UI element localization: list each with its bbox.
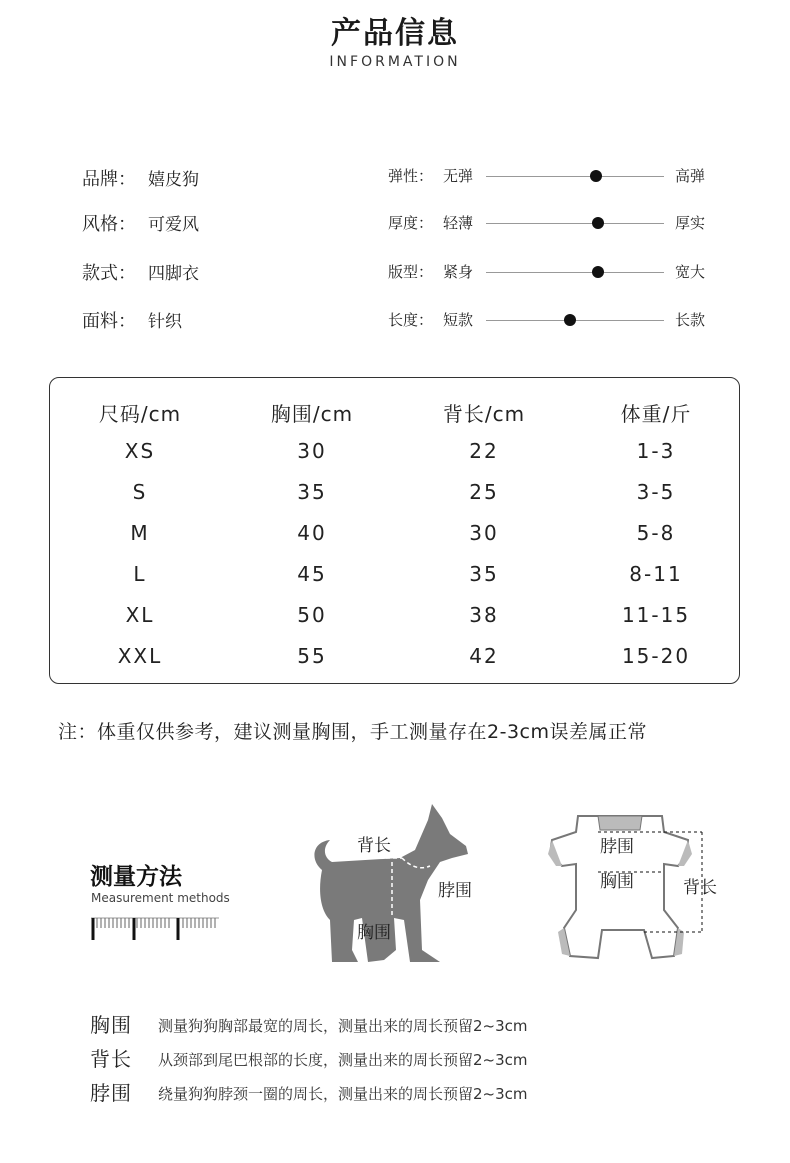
scale-right-text: 长款 bbox=[675, 311, 706, 329]
table-cell: 5-8 bbox=[636, 521, 676, 545]
size-note: 注：体重仅供参考，建议测量胸围，手工测量存在2-3cm误差属正常 bbox=[58, 721, 647, 743]
definition-term: 背长 bbox=[90, 1047, 132, 1071]
scale-right-text: 宽大 bbox=[675, 263, 706, 281]
dog-label-back: 背长 bbox=[357, 836, 391, 856]
table-cell: 8-11 bbox=[629, 562, 683, 586]
scale-length bbox=[388, 309, 718, 333]
definition-desc: 测量狗狗胸部最宽的周长，测量出来的周长预留2~3cm bbox=[158, 1017, 528, 1035]
table-header-chest: 胸围/cm bbox=[270, 402, 354, 426]
info-key: 款式： bbox=[82, 263, 136, 284]
scale-left-text: 无弹 bbox=[443, 167, 474, 185]
info-value: 针织 bbox=[148, 312, 182, 332]
definition-term: 胸围 bbox=[90, 1013, 132, 1037]
cloth-label-back: 背长 bbox=[683, 878, 717, 898]
page-title: 产品信息 bbox=[331, 16, 459, 51]
table-cell: 22 bbox=[469, 439, 499, 463]
definition-desc: 绕量狗狗脖颈一圈的周长，测量出来的周长预留2~3cm bbox=[158, 1085, 528, 1103]
scale-label: 版型： bbox=[388, 263, 434, 281]
table-cell: 50 bbox=[297, 603, 327, 627]
info-value: 可爱风 bbox=[148, 215, 199, 235]
table-cell: 55 bbox=[297, 644, 327, 668]
scale-label: 长度： bbox=[388, 311, 434, 329]
table-cell: M bbox=[130, 521, 150, 545]
definition-term: 脖围 bbox=[90, 1081, 132, 1105]
table-cell: 3-5 bbox=[636, 480, 676, 504]
scale-label: 厚度： bbox=[388, 214, 434, 232]
size-table bbox=[49, 377, 740, 684]
table-cell: 25 bbox=[469, 480, 499, 504]
scale-left-text: 紧身 bbox=[443, 263, 474, 281]
scale-indicator bbox=[592, 217, 604, 229]
info-brand bbox=[82, 165, 199, 191]
scale-track bbox=[486, 272, 664, 273]
scale-thickness bbox=[388, 212, 718, 236]
definition-desc: 从颈部到尾巴根部的长度，测量出来的周长预留2~3cm bbox=[158, 1051, 528, 1069]
info-type bbox=[82, 259, 199, 285]
table-cell: 35 bbox=[469, 562, 499, 586]
table-cell: XXL bbox=[117, 644, 163, 668]
scale-indicator bbox=[590, 170, 602, 182]
dog-label-neck: 脖围 bbox=[438, 881, 472, 901]
info-style bbox=[82, 210, 199, 236]
table-cell: 30 bbox=[297, 439, 327, 463]
scale-left-text: 轻薄 bbox=[443, 214, 474, 232]
info-key: 品牌： bbox=[82, 169, 136, 190]
table-cell: 45 bbox=[297, 562, 327, 586]
table-cell: 42 bbox=[469, 644, 499, 668]
scale-label: 弹性： bbox=[388, 167, 434, 185]
table-header-weight: 体重/斤 bbox=[620, 402, 692, 426]
scale-track bbox=[486, 223, 664, 224]
table-cell: XL bbox=[125, 603, 155, 627]
table-cell: 40 bbox=[297, 521, 327, 545]
info-value: 嬉皮狗 bbox=[148, 170, 199, 190]
scale-fit bbox=[388, 261, 718, 285]
info-key: 面料： bbox=[82, 311, 136, 332]
table-cell: 30 bbox=[469, 521, 499, 545]
table-cell: 11-15 bbox=[621, 603, 691, 627]
scale-left-text: 短款 bbox=[443, 311, 474, 329]
table-cell: 38 bbox=[469, 603, 499, 627]
dog-label-chest: 胸围 bbox=[357, 923, 391, 943]
scale-elasticity bbox=[388, 165, 718, 189]
table-header-back: 背长/cm bbox=[442, 402, 526, 426]
definition-row bbox=[90, 1043, 528, 1072]
table-cell: 1-3 bbox=[636, 439, 676, 463]
info-key: 风格： bbox=[82, 214, 136, 235]
cloth-label-neck: 脖围 bbox=[600, 837, 634, 857]
info-value: 四脚衣 bbox=[148, 264, 199, 284]
table-cell: S bbox=[132, 480, 148, 504]
ruler-icon bbox=[91, 914, 221, 942]
method-subtitle: Measurement methods bbox=[91, 891, 230, 905]
cloth-label-chest: 胸围 bbox=[600, 872, 634, 892]
table-header-size: 尺码/cm bbox=[98, 402, 182, 426]
table-cell: 35 bbox=[297, 480, 327, 504]
scale-track bbox=[486, 176, 664, 177]
scale-indicator bbox=[564, 314, 576, 326]
definition-row bbox=[90, 1009, 528, 1038]
info-fabric bbox=[82, 307, 182, 333]
table-cell: XS bbox=[124, 439, 156, 463]
page-subtitle: INFORMATION bbox=[329, 54, 461, 70]
scale-right-text: 高弹 bbox=[675, 167, 706, 185]
method-title: 测量方法 bbox=[90, 864, 182, 890]
table-cell: L bbox=[133, 562, 147, 586]
definition-row bbox=[90, 1077, 528, 1106]
scale-indicator bbox=[592, 266, 604, 278]
table-cell: 15-20 bbox=[621, 644, 691, 668]
scale-right-text: 厚实 bbox=[675, 214, 706, 232]
